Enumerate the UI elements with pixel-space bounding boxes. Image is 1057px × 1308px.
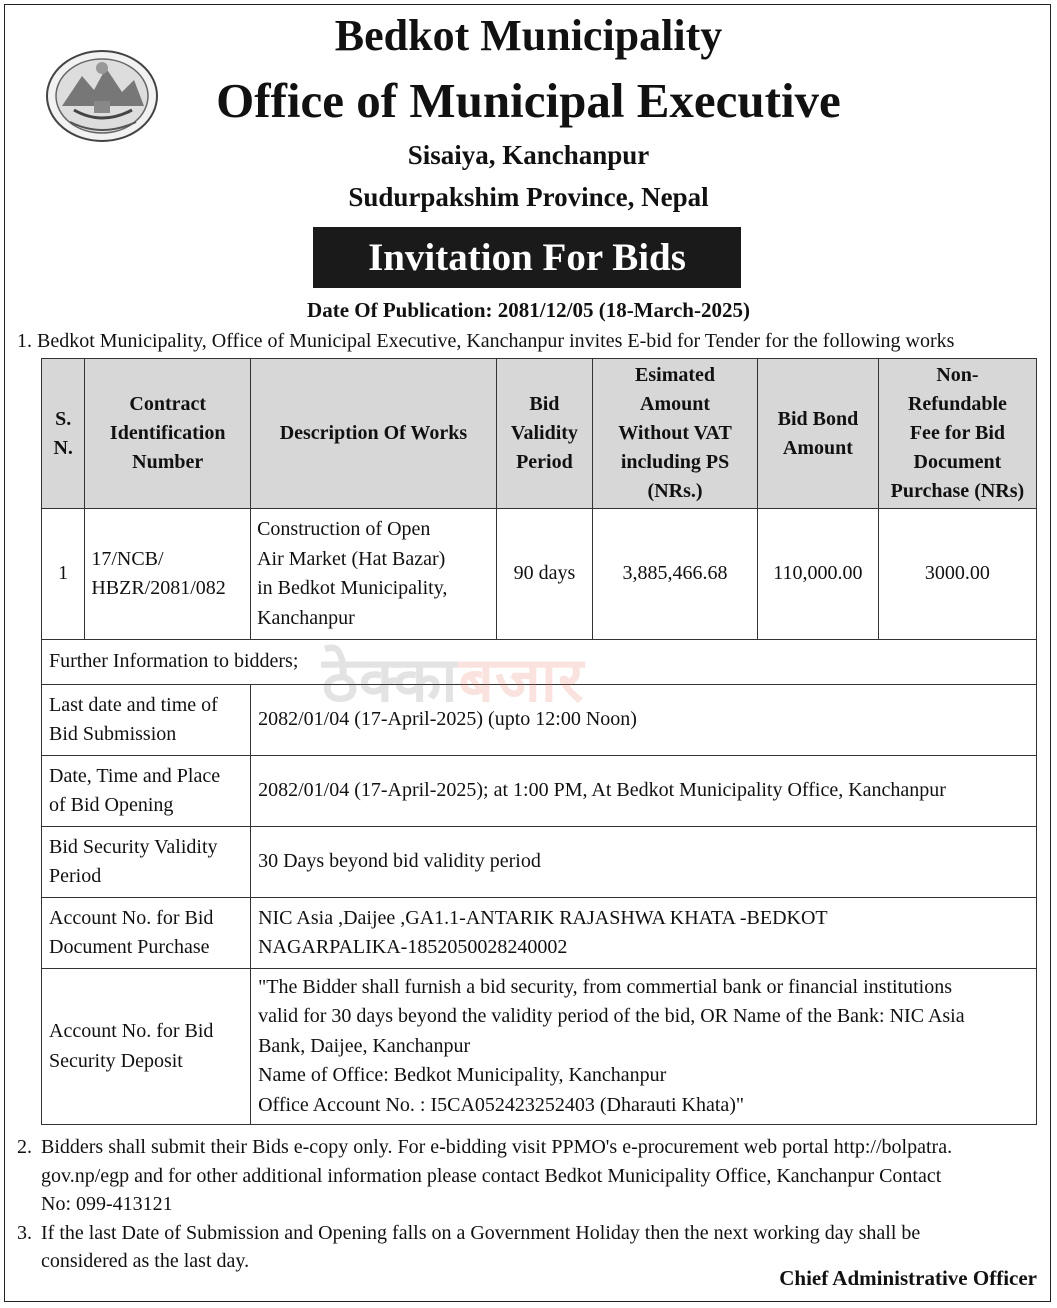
cell-contract-id: 17/NCB/ HBZR/2081/082 (85, 509, 251, 640)
info-value-security-validity: 30 Days beyond bid validity period (251, 827, 1037, 898)
note-text: If the last Date of Submission and Opening falls on a Government Holiday then the next working day shall be considered as the last day. (41, 1221, 921, 1272)
cell-fee: 3000.00 (878, 509, 1036, 640)
info-value-opening: 2082/01/04 (17-April-2025); at 1:00 PM, At Bedkot Municipality Office, Kanchanpur (251, 756, 1037, 827)
watermark-part-2: बजार (458, 643, 585, 716)
header-validity: Bid Validity Period (496, 359, 592, 509)
cell-sn: 1 (42, 509, 85, 640)
note-number: 3. (17, 1221, 32, 1244)
further-info-label: Further Information to bidders; (42, 640, 1037, 685)
header-bid-bond: Bid Bond Amount (757, 359, 878, 509)
address-line-2: Sudurpakshim Province, Nepal (348, 182, 709, 212)
info-row (42, 969, 1037, 1125)
header-description: Description Of Works (251, 359, 497, 509)
table-row (42, 509, 1037, 640)
info-label-opening: Date, Time and Place of Bid Opening (42, 756, 251, 827)
notes-list (17, 1133, 1047, 1276)
note-item (17, 1133, 1047, 1219)
table-header-row (42, 359, 1037, 509)
info-value-account-purchase: NIC Asia ,Daijee ,GA1.1-ANTARIK RAJASHWA KHATA -BEDKOT NAGARPALIKA-1852050028240002 (251, 898, 1037, 969)
bid-table (41, 358, 1037, 1125)
publication-date: Date Of Publication: 2081/12/05 (18-March-2025) (307, 298, 750, 322)
header-contract-id: Contract Identification Number (85, 359, 251, 509)
invitation-banner: Invitation For Bids (313, 227, 741, 288)
signature: Chief Administrative Officer (779, 1266, 1037, 1290)
info-row (42, 685, 1037, 756)
info-row (42, 756, 1037, 827)
cell-amount: 3,885,466.68 (593, 509, 758, 640)
info-label-security-validity: Bid Security Validity Period (42, 827, 251, 898)
municipality-name: Bedkot Municipality (334, 11, 723, 60)
info-row (42, 898, 1037, 969)
info-label-security-deposit: Account No. for Bid Security Deposit (42, 969, 251, 1125)
info-label-submission: Last date and time of Bid Submission (42, 685, 251, 756)
cell-description: Construction of Open Air Market (Hat Bazar) in Bedkot Municipality, Kanchanpur (251, 509, 497, 640)
cell-bid-bond: 110,000.00 (757, 509, 878, 640)
intro-paragraph: 1. Bedkot Municipality, Office of Municipal Executive, Kanchanpur invites E-bid for Tender for the following works (17, 330, 955, 352)
info-value-submission: 2082/01/04 (17-April-2025) (upto 12:00 Noon) (251, 685, 1037, 756)
info-value-security-deposit: "The Bidder shall furnish a bid security, from commertial bank or financial institutions valid for 30 days beyond the validity period of the bid, OR Name of the Bank: NIC Asia Bank, Daijee, Kanchanpur Name of Office: Bedkot Municipality, Kanchanpur Office Account No. : I5CA052423252403 (Dharauti Khata)" (251, 969, 1037, 1125)
further-info-row (42, 640, 1037, 685)
watermark-part-1: ठेक्का (322, 643, 459, 716)
info-row (42, 827, 1037, 898)
address-line-1: Sisaiya, Kanchanpur (407, 140, 650, 170)
office-name: Office of Municipal Executive (216, 73, 841, 128)
header-fee: Non- Refundable Fee for Bid Document Purchase (NRs) (878, 359, 1036, 509)
header-estimated-amount: Esimated Amount Without VAT including PS (NRs.) (593, 359, 758, 509)
info-label-account-purchase: Account No. for Bid Document Purchase (42, 898, 251, 969)
header-sn: S. N. (42, 359, 85, 509)
cell-validity: 90 days (496, 509, 592, 640)
note-text: Bidders shall submit their Bids e-copy only. For e-bidding visit PPMO's e-procurement web portal http://bolpatra. gov.np/egp and for other additional information please contact Bedkot Municipality Office, Kanchanpur Contact No: 099-413121 (41, 1136, 953, 1215)
note-number: 2. (17, 1136, 32, 1158)
